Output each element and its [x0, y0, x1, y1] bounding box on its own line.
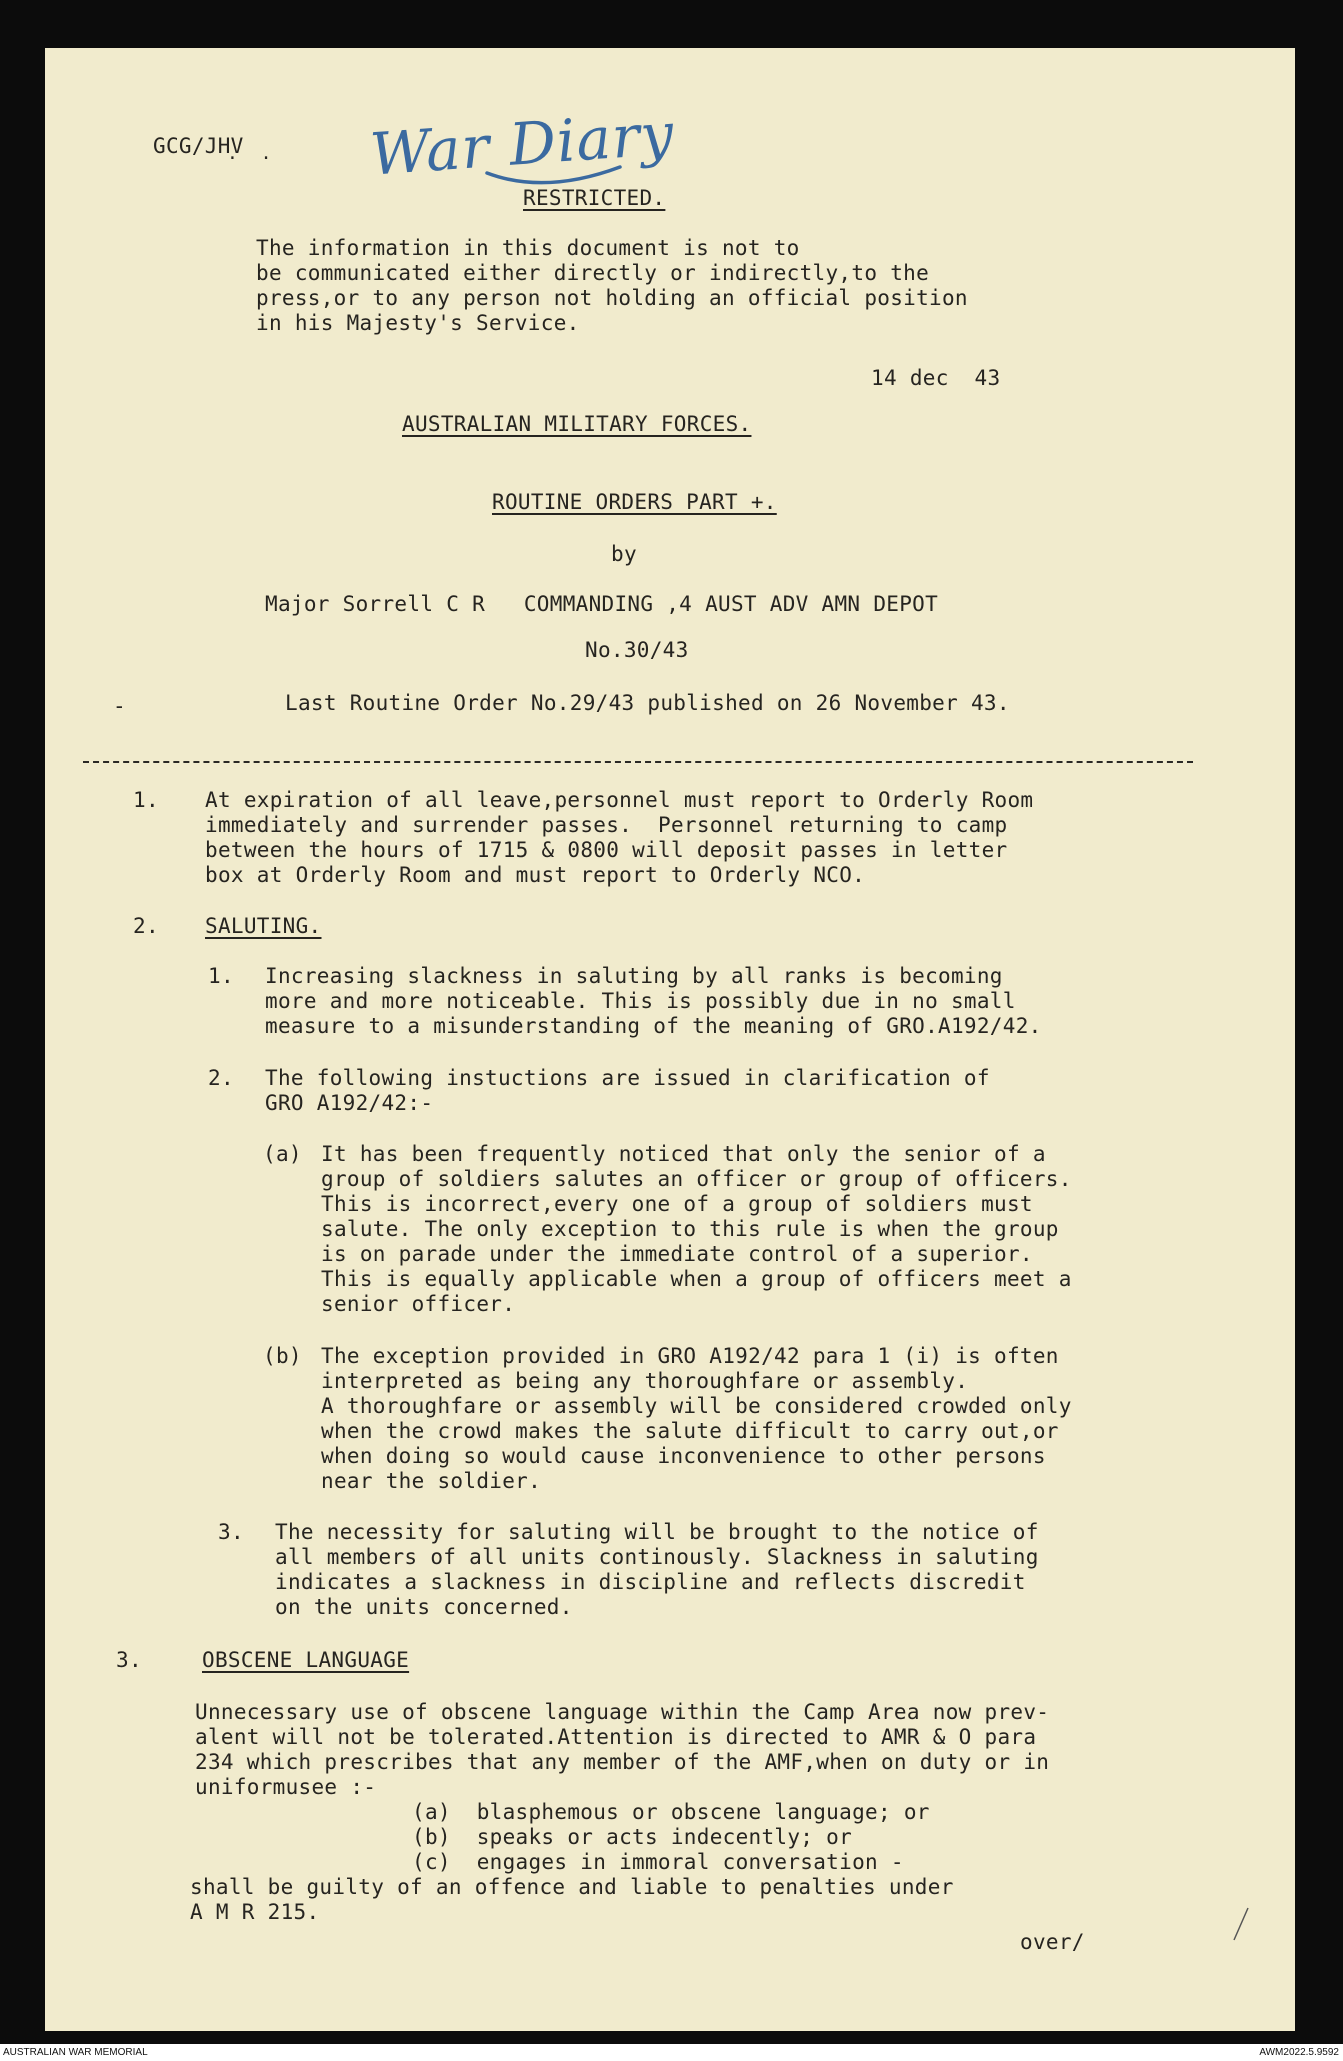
item-1-line-4: box at Orderly Room and must report to Orderly NCO. — [205, 863, 866, 887]
sub-3-line-2: all members of all units continously. Slackness in saluting — [275, 1545, 1039, 1569]
sub-2b-line-4: when the crowd makes the salute difficult to carry out,or — [321, 1419, 1059, 1443]
warning-line-3: press,or to any person not holding an official position — [256, 286, 968, 310]
sub-2a-line-3: This is incorrect,every one of a group of soldiers must — [321, 1192, 1033, 1216]
sub-2a-line-2: group of soldiers salutes an officer or group of officers. — [321, 1167, 1072, 1191]
reference-code: GCG/JHV — [153, 134, 244, 158]
sub-2b-label: (b) — [263, 1344, 302, 1368]
footer-accession-number: AWM2022.5.9592 — [1259, 2047, 1339, 2058]
punch-marks: · · — [227, 148, 278, 169]
last-order-line: Last Routine Order No.29/43 published on 26 November 43. — [285, 691, 1010, 715]
force-heading: AUSTRALIAN MILITARY FORCES. — [402, 412, 752, 436]
sub-3-line-4: on the units concerned. — [275, 1595, 573, 1619]
item-3-line-2: alent will not be tolerated.Attention is directed to AMR & O para — [195, 1725, 1037, 1749]
item-3-close-line-1: shall be guilty of an offence and liable to penalties under — [190, 1875, 954, 1899]
sub-2b-line-3: A thoroughfare or assembly will be considered crowded only — [321, 1394, 1072, 1418]
sub-1-line-1: Increasing slackness in saluting by all ranks is becoming — [265, 964, 1003, 988]
by-line: by — [611, 542, 637, 566]
sub-2a-line-5: is on parade under the immediate control of a superior. — [321, 1242, 1033, 1266]
item-1-line-2: immediately and surrender passes. Personnel returning to camp — [205, 813, 1008, 837]
item-3-clause-a: (a) blasphemous or obscene language; or — [412, 1800, 930, 1824]
item-2-heading: SALUTING. — [205, 914, 322, 938]
order-number: No.30/43 — [585, 638, 689, 662]
document-date: 14 dec 43 — [871, 366, 1001, 390]
item-2-number: 2. — [133, 914, 159, 938]
section-divider — [83, 761, 1193, 763]
commander-line: Major Sorrell C R COMMANDING ,4 AUST ADV AMN DEPOT — [265, 592, 939, 616]
item-3-number: 3. — [116, 1648, 142, 1672]
item-1-line-1: At expiration of all leave,personnel must report to Orderly Room — [205, 788, 1034, 812]
sub-2b-line-2: interpreted as being any thoroughfare or assembly. — [321, 1369, 969, 1393]
sub-2b-line-6: near the soldier. — [321, 1469, 542, 1493]
orders-title: ROUTINE ORDERS PART +. — [492, 490, 777, 514]
warning-line-4: in his Majesty's Service. — [256, 311, 580, 335]
margin-slash-mark — [1230, 1906, 1252, 1942]
sub-2b-line-1: The exception provided in GRO A192/42 para 1 (i) is often — [321, 1344, 1059, 1368]
item-3-close-line-2: A M R 215. — [190, 1900, 320, 1924]
sub-2a-line-7: senior officer. — [321, 1292, 516, 1316]
sub-2a-line-6: This is equally applicable when a group of officers meet a — [321, 1267, 1072, 1291]
warning-line-2: be communicated either directly or indirectly,to the — [256, 261, 930, 285]
sub-1-number: 1. — [208, 964, 234, 988]
classification-heading: RESTRICTED. — [523, 186, 666, 210]
continued-over: over/ — [1020, 1930, 1085, 1954]
archive-footer — [0, 2044, 1343, 2061]
margin-dash: - — [113, 694, 126, 718]
sub-1-line-3: measure to a misunderstanding of the meaning of GRO.A192/42. — [265, 1014, 1042, 1038]
sub-3-number: 3. — [218, 1520, 244, 1544]
sub-3-line-3: indicates a slackness in discipline and reflects discredit — [275, 1570, 1026, 1594]
item-3-line-1: Unnecessary use of obscene language within the Camp Area now prev- — [195, 1700, 1050, 1724]
sub-2a-line-1: It has been frequently noticed that only the senior of a — [321, 1142, 1046, 1166]
sub-2a-label: (a) — [263, 1142, 302, 1166]
footer-institution: AUSTRALIAN WAR MEMORIAL — [3, 2047, 148, 2058]
sub-3-line-1: The necessity for saluting will be brought to the notice of — [275, 1520, 1039, 1544]
item-3-line-4: uniformusee :- — [195, 1775, 377, 1799]
item-3-clause-b: (b) speaks or acts indecently; or — [412, 1825, 853, 1849]
item-3-clause-c: (c) engages in immoral conversation - — [412, 1850, 904, 1874]
sub-2a-line-4: salute. The only exception to this rule is when the group — [321, 1217, 1059, 1241]
sub-1-line-2: more and more noticeable. This is possibly due in no small — [265, 989, 1016, 1013]
item-1-number: 1. — [133, 788, 159, 812]
warning-line-1: The information in this document is not to — [256, 236, 800, 260]
item-3-heading: OBSCENE LANGUAGE — [202, 1648, 410, 1672]
sub-2-number: 2. — [208, 1066, 234, 1090]
sub-2-line-2: GRO A192/42:- — [265, 1091, 434, 1115]
item-3-line-3: 234 which prescribes that any member of the AMF,when on duty or in — [195, 1750, 1050, 1774]
handwritten-note: War Diary — [367, 99, 677, 189]
item-1-line-3: between the hours of 1715 & 0800 will deposit passes in letter — [205, 838, 1008, 862]
sub-2-line-1: The following instuctions are issued in clarification of — [265, 1066, 990, 1090]
document-page — [45, 48, 1295, 2031]
sub-2b-line-5: when doing so would cause inconvenience to other persons — [321, 1444, 1046, 1468]
